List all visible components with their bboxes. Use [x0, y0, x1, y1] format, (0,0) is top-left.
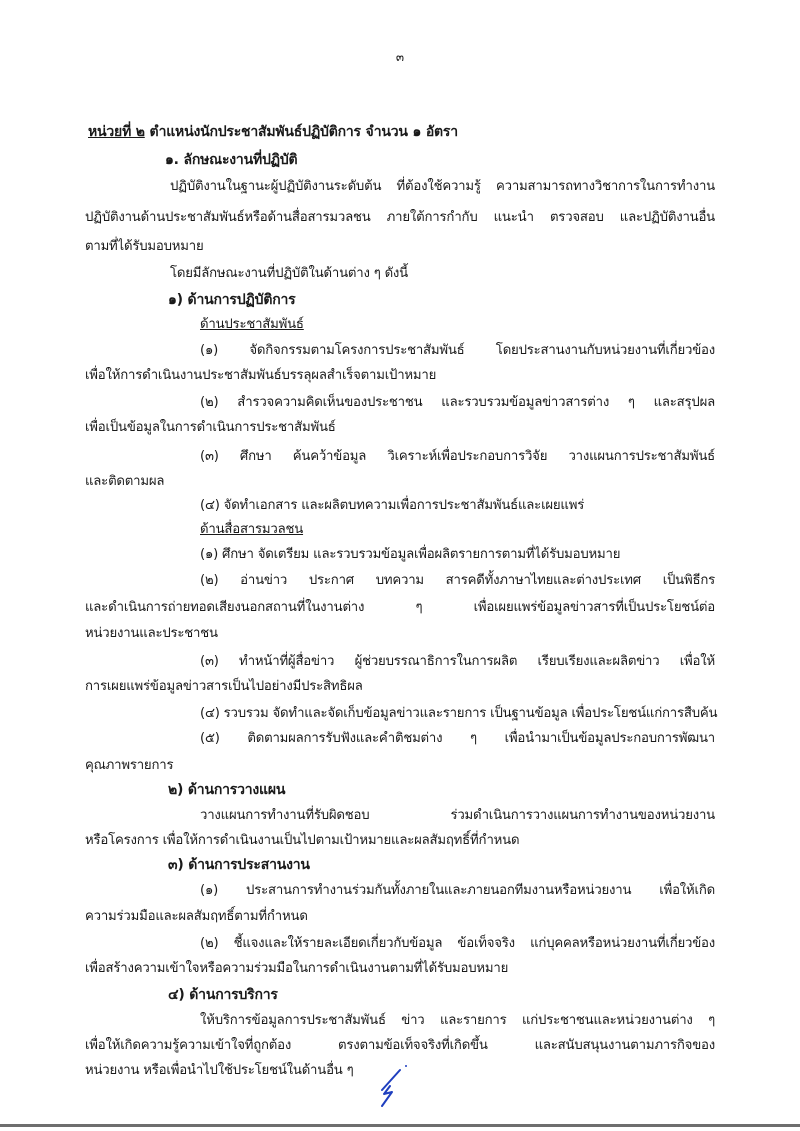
heading-planning: ๒) ด้านการวางแผน — [168, 782, 286, 798]
paragraph-line: ปฏิบัติงานด้านประชาสัมพันธ์หรือด้านสื่อสารมวลชน ภายใต้การกำกับ แนะนำ ตรวจสอบ และปฏิบัติงานอื่น — [85, 210, 715, 225]
list-item-cont: หน่วยงานและประชาชน — [85, 626, 218, 641]
heading-coordination: ๓) ด้านการประสานงาน — [168, 857, 310, 873]
list-item: (๑) ศึกษา จัดเตรียม และรวบรวมข้อมูลเพื่อผลิตรายการตามที่ได้รับมอบหมาย — [200, 547, 621, 562]
list-item-cont: เพื่อสร้างความเข้าใจหรือความร่วมมือในการดำเนินงานตามที่ได้รับมอบหมาย — [85, 961, 509, 976]
list-item: (๓) ศึกษา ค้นคว้าข้อมูล วิเคราะห์เพื่อประกอบการวิจัย วางแผนการประชาสัมพันธ์ — [200, 449, 715, 464]
list-item-cont: ความร่วมมือและผลสัมฤทธิ์ตามที่กำหนด — [85, 909, 308, 924]
list-item-cont: เพื่อให้การดำเนินงานประชาสัมพันธ์บรรลุผลสำเร็จตามเป้าหมาย — [85, 368, 437, 383]
page-title — [88, 122, 458, 142]
section-heading-job-description: ๑. ลักษณะงานที่ปฏิบัติ — [165, 152, 298, 168]
signature-mark-icon — [360, 1060, 420, 1110]
subheading-pr: ด้านประชาสัมพันธ์ — [200, 317, 304, 332]
list-item: (๑) จัดกิจกรรมตามโครงการประชาสัมพันธ์ โดยประสานงานกับหน่วยงานที่เกี่ยวข้อง — [200, 343, 715, 358]
heading-operations: ๑) ด้านการปฏิบัติการ — [168, 292, 296, 308]
list-item: (๒) สำรวจความคิดเห็นของประชาชน และรวบรวมข้อมูลข่าวสารต่าง ๆ และสรุปผล — [200, 395, 715, 410]
paragraph-line: ให้บริการข้อมูลการประชาสัมพันธ์ ข่าว และรายการ แก่ประชาชนและหน่วยงานต่าง ๆ — [200, 1013, 715, 1028]
list-item: (๓) ทำหน้าที่ผู้สื่อข่าว ผู้ช่วยบรรณาธิการในการผลิต เรียบเรียงและผลิตข่าว เพื่อให้ — [200, 654, 715, 669]
paragraph-line: วางแผนการทำงานที่รับผิดชอบ ร่วมดำเนินการวางแผนการทำงานของหน่วยงาน — [200, 808, 715, 823]
paragraph-line: หรือโครงการ เพื่อให้การดำเนินงานเป็นไปตามเป้าหมายและผลสัมฤทธิ์ที่กำหนด — [85, 833, 520, 848]
unit-label: หน่วยที่ ๒ — [88, 124, 145, 140]
paragraph-line: หน่วยงาน หรือเพื่อนำไปใช้ประโยชน์ในด้านอื่น ๆ — [85, 1063, 354, 1078]
position-title: ตำแหน่งนักประชาสัมพันธ์ปฏิบัติการ จำนวน ๑ อัตรา — [144, 124, 458, 140]
intro-line: โดยมีลักษณะงานที่ปฏิบัติในด้านต่าง ๆ ดังนี้ — [170, 266, 408, 281]
subheading-media: ด้านสื่อสารมวลชน — [200, 522, 304, 537]
list-item-cont: คุณภาพรายการ — [85, 758, 174, 773]
list-item-cont: การเผยแพร่ข้อมูลข่าวสารเป็นไปอย่างมีประสิทธิผล — [85, 679, 363, 694]
list-item: (๕) ติดตามผลการรับฟังและคำติชมต่าง ๆ เพื่อนำมาเป็นข้อมูลประกอบการพัฒนา — [200, 731, 715, 746]
list-item: (๔) จัดทำเอกสาร และผลิตบทความเพื่อการประชาสัมพันธ์และเผยแพร่ — [200, 498, 585, 513]
paragraph-line: เพื่อให้เกิดความรู้ความเข้าใจที่ถูกต้อง ตรงตามข้อเท็จจริงที่เกิดขึ้น และสนับสนุนงานตามภารกิจของ — [85, 1038, 715, 1053]
paragraph-line: ตามที่ได้รับมอบหมาย — [85, 239, 204, 254]
list-item-cont: เพื่อเป็นข้อมูลในการดำเนินการประชาสัมพันธ์ — [85, 420, 336, 435]
bottom-rule — [0, 1124, 800, 1127]
list-item-cont: และติดตามผล — [85, 474, 165, 489]
heading-service: ๔) ด้านการบริการ — [168, 987, 278, 1003]
list-item: (๒) อ่านข่าว ประกาศ บทความ สารคดีทั้งภาษาไทยและต่างประเทศ เป็นพิธีกร — [200, 573, 715, 588]
list-item: (๒) ชี้แจงและให้รายละเอียดเกี่ยวกับข้อมูล ข้อเท็จจริง แก่บุคคลหรือหน่วยงานที่เกี่ยวข้อง — [200, 936, 715, 951]
paragraph-line: ปฏิบัติงานในฐานะผู้ปฏิบัติงานระดับต้น ที่ต้องใช้ความรู้ ความสามารถทางวิชาการในการทำงาน — [170, 179, 715, 194]
list-item: (๑) ประสานการทำงานร่วมกันทั้งภายในและภายนอกทีมงานหรือหน่วยงาน เพื่อให้เกิด — [200, 883, 715, 898]
list-item: (๔) รวบรวม จัดทำและจัดเก็บข้อมูลข่าวและรายการ เป็นฐานข้อมูล เพื่อประโยชน์แก่การสืบค้น — [200, 706, 718, 721]
list-item-cont: และดำเนินการถ่ายทอดเสียงนอกสถานที่ในงานต่าง ๆ เพื่อเผยแพร่ข้อมูลข่าวสารที่เป็นประโยชน์ต่อ — [85, 600, 715, 615]
page-number: ๓ — [395, 50, 405, 64]
